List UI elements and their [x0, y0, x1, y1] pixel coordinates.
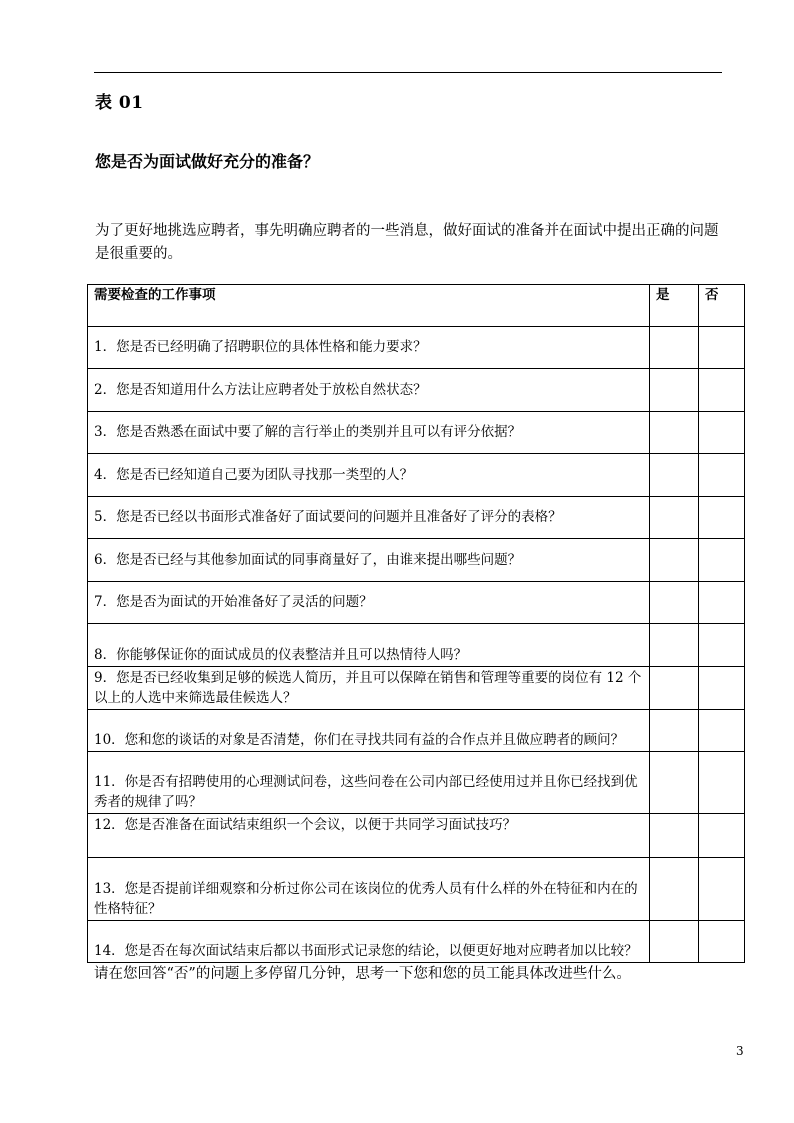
item-text: 10．您和您的谈话的对象是否清楚，你们在寻找共同有益的合作点并且做应聘者的顾问？ [88, 710, 650, 752]
yes-checkbox[interactable] [650, 667, 699, 710]
no-checkbox[interactable] [699, 369, 745, 412]
page-number: 3 [736, 1044, 744, 1058]
no-checkbox[interactable] [699, 752, 745, 814]
table-row [88, 624, 745, 667]
item-text: 6．您是否已经与其他参加面试的同事商量好了，由谁来提出哪些问题？ [88, 539, 650, 582]
table-row [88, 369, 745, 412]
item-text: 7．您是否为面试的开始准备好了灵活的问题？ [88, 582, 650, 624]
table-row [88, 710, 745, 752]
table-row [88, 539, 745, 582]
no-checkbox[interactable] [699, 921, 745, 963]
table-row [88, 454, 745, 497]
yes-checkbox[interactable] [650, 814, 699, 858]
header-yes: 是 [650, 285, 699, 327]
yes-checkbox[interactable] [650, 454, 699, 497]
item-text: 14．您是否在每次面试结束后都以书面形式记录您的结论，以便更好地对应聘者加以比较？ [88, 921, 650, 963]
table-row [88, 814, 745, 858]
table-header-row [88, 285, 745, 327]
no-checkbox[interactable] [699, 814, 745, 858]
item-text: 13．您是否提前详细观察和分析过你公司在该岗位的优秀人员有什么样的外在特征和内在的性格特征？ [88, 858, 650, 921]
table-row [88, 412, 745, 454]
no-checkbox[interactable] [699, 582, 745, 624]
item-text: 4．您是否已经知道自己要为团队寻找那一类型的人？ [88, 454, 650, 497]
header-no: 否 [699, 285, 745, 327]
yes-checkbox[interactable] [650, 412, 699, 454]
checklist-table [87, 284, 745, 963]
no-checkbox[interactable] [699, 539, 745, 582]
yes-checkbox[interactable] [650, 752, 699, 814]
no-checkbox[interactable] [699, 412, 745, 454]
item-text: 9．您是否已经收集到足够的候选人简历，并且可以保障在销售和管理等重要的岗位有 12 个以上的人选中来筛选最佳候选人？ [88, 667, 650, 710]
item-text: 1．您是否已经明确了招聘职位的具体性格和能力要求？ [88, 327, 650, 369]
item-text: 2．您是否知道用什么方法让应聘者处于放松自然状态？ [88, 369, 650, 412]
item-text: 3．您是否熟悉在面试中要了解的言行举止的类别并且可以有评分依据？ [88, 412, 650, 454]
footer-note: 请在您回答“否”的问题上多停留几分钟，思考一下您和您的员工能具体改进些什么。 [94, 966, 631, 982]
no-checkbox[interactable] [699, 710, 745, 752]
yes-checkbox[interactable] [650, 369, 699, 412]
item-text: 11．你是否有招聘使用的心理测试问卷，这些问卷在公司内部已经使用过并且你已经找到优秀者的规律了吗？ [88, 752, 650, 814]
table-row [88, 858, 745, 921]
table-number: 表 01 [95, 93, 144, 113]
table-row [88, 327, 745, 369]
no-checkbox[interactable] [699, 667, 745, 710]
no-checkbox[interactable] [699, 327, 745, 369]
item-text: 8．你能够保证你的面试成员的仪表整洁并且可以热情待人吗？ [88, 624, 650, 667]
no-checkbox[interactable] [699, 858, 745, 921]
no-checkbox[interactable] [699, 497, 745, 539]
yes-checkbox[interactable] [650, 858, 699, 921]
table-row [88, 582, 745, 624]
yes-checkbox[interactable] [650, 710, 699, 752]
item-text: 5．您是否已经以书面形式准备好了面试要问的问题并且准备好了评分的表格？ [88, 497, 650, 539]
table-row [88, 667, 745, 710]
yes-checkbox[interactable] [650, 624, 699, 667]
yes-checkbox[interactable] [650, 582, 699, 624]
table-row [88, 497, 745, 539]
yes-checkbox[interactable] [650, 921, 699, 963]
intro-paragraph: 为了更好地挑选应聘者，事先明确应聘者的一些消息，做好面试的准备并在面试中提出正确的问题是很重要的。 [95, 223, 719, 262]
yes-checkbox[interactable] [650, 497, 699, 539]
yes-checkbox[interactable] [650, 327, 699, 369]
header-item: 需要检查的工作事项 [88, 285, 650, 327]
no-checkbox[interactable] [699, 624, 745, 667]
yes-checkbox[interactable] [650, 539, 699, 582]
header-rule [94, 72, 722, 73]
page-title: 您是否为面试做好充分的准备？ [95, 152, 320, 171]
item-text: 12．您是否准备在面试结束组织一个会议，以便于共同学习面试技巧？ [88, 814, 650, 858]
table-row [88, 921, 745, 963]
table-row [88, 752, 745, 814]
no-checkbox[interactable] [699, 454, 745, 497]
